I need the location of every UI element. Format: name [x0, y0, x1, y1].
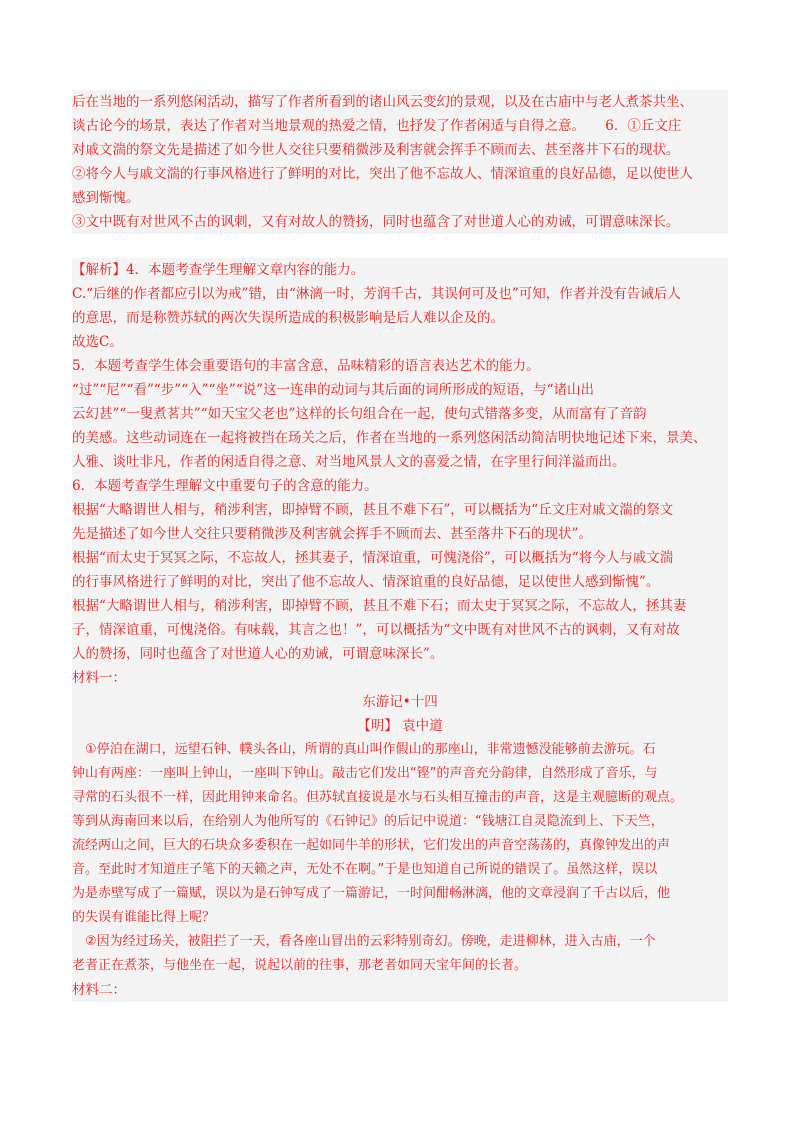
translation-line: 音。至此时才知道庄子笔下的天籁之声，无处不在啊。”于是也知道自己所说的错误了。虽然这样，误以	[72, 858, 728, 882]
analysis-line: 人的赞扬，同时也蕴含了对世道人心的劝诫，可谓意味深长”。	[72, 642, 728, 666]
translation-line: 流经两山之间，巨大的石块众多委积在一起如同牛羊的形状，它们发出的声音空荡荡的，真像钟发出的声	[72, 834, 728, 858]
translation-line: 的失误有谁能比得上呢？	[72, 906, 728, 930]
analysis-line: 根据“大略谓世人相与，稍涉利害，即掉臂不顾，甚且不难下石”，可以概括为“丘文庄对戚文湍的祭文	[72, 498, 728, 522]
material-one-label: 材料一：	[72, 666, 728, 690]
analysis-block	[72, 258, 728, 666]
translation-line: 等到从海南回来以后，在给别人为他所写的《石钟记》的后记中说道：“钱塘江自灵隐流到上、下天竺，	[72, 810, 728, 834]
analysis-line: C.“后继的作者都应引以为戒”错，由“淋漓一时，芳润千古，其误何可及也”可知，作者并没有告诫后人	[72, 282, 728, 306]
translation-line: 为是赤壁写成了一篇赋，误以为是石钟写成了一篇游记，一时间酣畅淋漓，他的文章浸润了千古以后，他	[72, 882, 728, 906]
analysis-line: “过”“尼”“看”“步”“入”“坐”“说”这一连串的动词与其后面的词所形成的短语，与“诸山出	[72, 378, 728, 402]
answer-line: 后在当地的一系列悠闲活动，描写了作者所看到的诸山风云变幻的景观，以及在古庙中与老人煮茶共坐、	[72, 90, 728, 114]
translation-title: 东游记•十四	[72, 690, 728, 714]
translation-line: ①停泊在湖口，远望石钟、幞头各山，所谓的真山叫作假山的那座山，非常遗憾没能够前去游玩。石	[72, 738, 728, 762]
analysis-line: 的意思，而是称赞苏轼的两次失误所造成的积极影响是后人难以企及的。	[72, 306, 728, 330]
analysis-line: 根据“大略谓世人相与，稍涉利害，即掉臂不顾，甚且不难下石；而太史于冥冥之际，不忘故人，拯其妻	[72, 594, 728, 618]
document-page	[72, 90, 728, 1002]
analysis-line: 故选C。	[72, 330, 728, 354]
analysis-line: 先是描述了如今世人交往只要稍微涉及利害就会挥手不顾而去、甚至落井下石的现状”。	[72, 522, 728, 546]
analysis-line: 5．本题考查学生体会重要语句的丰富含意，品味精彩的语言表达艺术的能力。	[72, 354, 728, 378]
analysis-heading: 【解析】4．本题考查学生理解文章内容的能力。	[72, 258, 728, 282]
translation-block	[72, 738, 728, 978]
answer-line: ②将今人与戚文湍的行事风格进行了鲜明的对比，突出了他不忘故人、情深谊重的良好品德，足以使世人	[72, 162, 728, 186]
analysis-line: 云幻甚”“一叟煮茗共”“如天宝父老也”这样的长句组合在一起，使句式错落多变，从而富有了音韵	[72, 402, 728, 426]
analysis-line: 根据“而太史于冥冥之际，不忘故人，拯其妻子，情深谊重，可愧浇俗”，可以概括为“将今人与戚文湍	[72, 546, 728, 570]
analysis-line: 6．本题考查学生理解文中重要句子的含意的能力。	[72, 474, 728, 498]
answers-block	[72, 90, 728, 234]
answer-line: 谈古论今的场景，表达了作者对当地景观的热爱之情，也抒发了作者闲适与自得之意。 6．①丘文庄	[72, 114, 728, 138]
analysis-line: 的美感。这些动词连在一起将被挡在玚关之后，作者在当地的一系列悠闲活动简洁明快地记述下来，景美、	[72, 426, 728, 450]
material-two-label: 材料二：	[72, 978, 728, 1002]
answer-line: 感到惭愧。	[72, 186, 728, 210]
translation-line: 钟山有两座：一座叫上钟山，一座叫下钟山。敲击它们发出“铿”的声音充分韵律，自然形成了音乐，与	[72, 762, 728, 786]
translation-line: ②因为经过玚关，被阻拦了一天，看各座山冒出的云彩特别奇幻。傍晚，走进柳林，进入古庙，一个	[72, 930, 728, 954]
translation-line: 老者正在煮茶，与他坐在一起，说起以前的往事，那老者如同天宝年间的长者。	[72, 954, 728, 978]
analysis-line: 人雅、谈吐非凡，作者的闲适自得之意、对当地风景人文的喜爱之情，在字里行间洋溢而出。	[72, 450, 728, 474]
answer-line: ③文中既有对世风不古的讽刺，又有对故人的赞扬，同时也蕴含了对世道人心的劝诫，可谓意味深长。	[72, 210, 728, 234]
spacer	[72, 234, 728, 258]
translation-line: 寻常的石头很不一样，因此用钟来命名。但苏轼直接说是水与石头相互撞击的声音，这是主观臆断的观点。	[72, 786, 728, 810]
analysis-line: 的行事风格进行了鲜明的对比，突出了他不忘故人、情深谊重的良好品德，足以使世人感到惭愧”。	[72, 570, 728, 594]
answer-line: 对戚文湍的祭文先是描述了如今世人交往只要稍微涉及利害就会挥手不顾而去、甚至落井下石的现状。	[72, 138, 728, 162]
translation-author: 【明】 袁中道	[72, 714, 728, 738]
analysis-line: 子，情深谊重，可愧浇俗。有味载，其言之也！”，可以概括为“文中既有对世风不古的讽刺，又有对故	[72, 618, 728, 642]
